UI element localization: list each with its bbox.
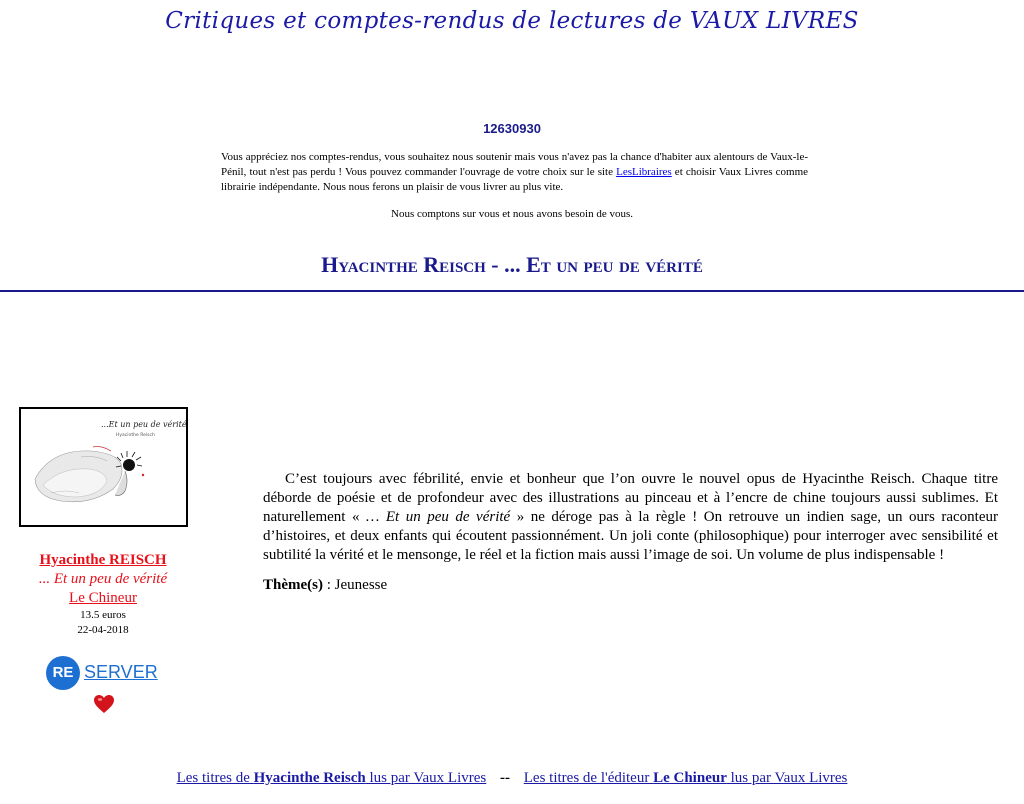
cover-title-text: ...Et un peu de vérité bbox=[101, 420, 186, 429]
review-text-1: C’est toujours avec fébrilité, envie et bonheur que l’on ouvre le nouvel opus de Hyacinthe Reisch. Chaque titre déborde de poésie et de profondeur avec des illustrations au pinceau et à l’encre de chine toujours aussi sublimes. Et naturellement « bbox=[263, 471, 998, 525]
site-title: Critiques et comptes-rendus de lectures de VAUX LIVRES bbox=[165, 8, 859, 34]
review-paragraph bbox=[263, 470, 998, 565]
footer-right-suffix: lus par Vaux Livres bbox=[726, 770, 848, 786]
support-message bbox=[221, 150, 808, 195]
theme-line bbox=[263, 577, 387, 594]
theme-label: Thème(s) bbox=[263, 577, 323, 593]
cover-illustration bbox=[21, 409, 186, 525]
review-date: 22-04-2018 bbox=[77, 624, 129, 636]
footer-separator: -- bbox=[500, 770, 511, 786]
reserve-logo-icon: RE bbox=[46, 656, 80, 690]
book-heading: Hyacinthe Reisch - ... Et un peu de vérité bbox=[321, 252, 703, 277]
author-titles-link[interactable] bbox=[177, 770, 487, 786]
review-body bbox=[263, 470, 998, 565]
support-note: Nous comptons sur vous et nous avons besoin de vous. bbox=[391, 208, 633, 220]
footer-right-prefix: Les titres de l'éditeur bbox=[523, 770, 654, 786]
heart-icon[interactable] bbox=[93, 694, 115, 714]
footer-links bbox=[0, 770, 1024, 787]
book-cover-image[interactable] bbox=[19, 407, 188, 527]
reserve-button[interactable] bbox=[46, 656, 164, 690]
reserve-label: SERVER bbox=[84, 662, 158, 682]
book-title: ... Et un peu de vérité bbox=[38, 571, 168, 587]
footer-left-prefix: Les titres de bbox=[176, 770, 254, 786]
footer-publisher: Le Chineur bbox=[653, 770, 727, 786]
publisher-titles-link[interactable] bbox=[524, 770, 848, 786]
review-text-2: » ne déroge pas à la règle ! On retrouve un indien sage, un ours raconteur d’histoires, et deux enfants qui écoutent passionnément. Un joli conte (philosophique) pour interroger avec sensibilité et subtilité la vérité et le mensonge, le réel et la fiction mais aussi l’image de soi. Un volume de plus indispensable ! bbox=[263, 509, 998, 563]
leslibraires-link[interactable]: LesLibraires bbox=[616, 166, 672, 178]
heading-divider bbox=[0, 290, 1024, 292]
cover-author-text: Hyacinthe Reisch bbox=[116, 433, 155, 438]
book-price: 13.5 euros bbox=[80, 609, 126, 621]
support-text-2: et choisir Vaux Livres comme librairie indépendante. Nous nous ferons un plaisir de vous livrer au plus vite. bbox=[221, 166, 809, 193]
footer-author: Hyacinthe Reisch bbox=[253, 770, 366, 786]
theme-value: : Jeunesse bbox=[323, 577, 388, 593]
support-text-1: Vous appréciez nos comptes-rendus, vous souhaitez nous soutenir mais vous n'avez pas la chance d'habiter aux alentours de Vaux-le-Pénil, tout n'est pas perdu ! Vous pouvez commander l'ouvrage de votre choix sur le site bbox=[221, 151, 808, 178]
publisher-link[interactable]: Le Chineur bbox=[69, 590, 137, 606]
footer-left-suffix: lus par Vaux Livres bbox=[365, 770, 487, 786]
author-link[interactable]: Hyacinthe REISCH bbox=[39, 552, 167, 568]
book-sidebar bbox=[0, 550, 206, 638]
visit-counter: 12630930 bbox=[483, 121, 541, 136]
review-book-title: … Et un peu de vérité bbox=[366, 509, 511, 525]
